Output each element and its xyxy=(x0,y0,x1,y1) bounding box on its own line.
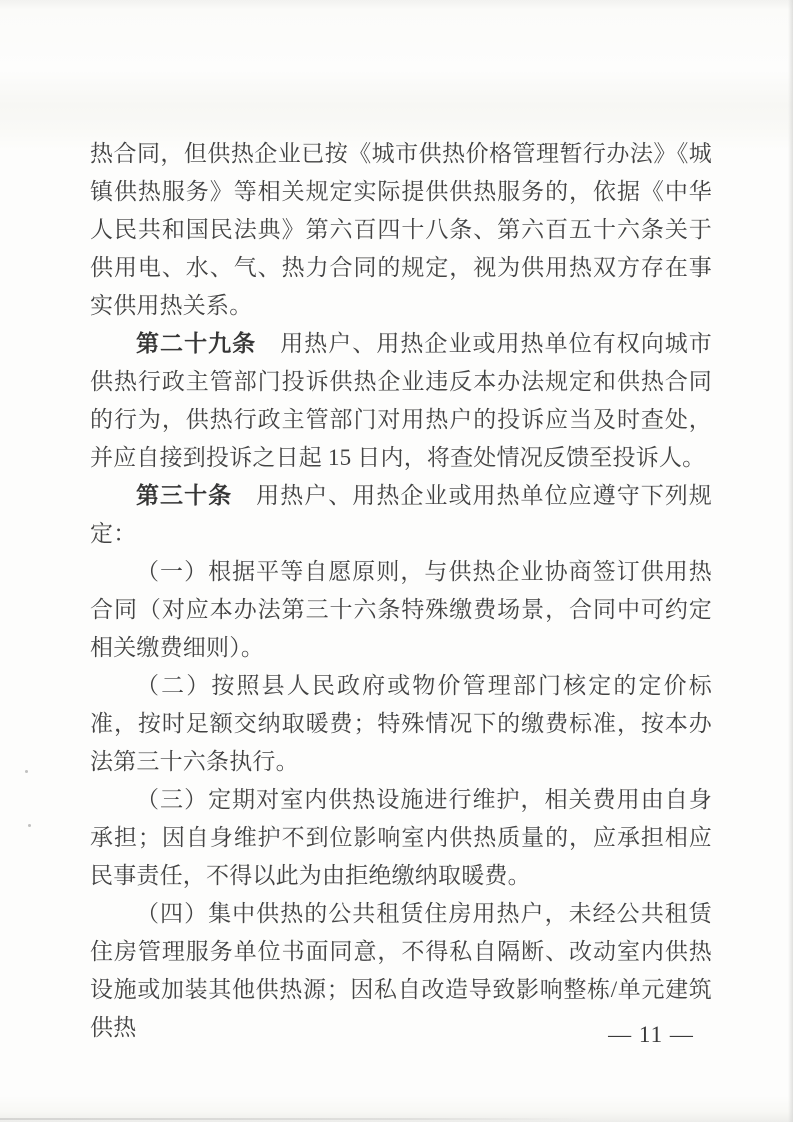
paragraph-text: 用热户、用热企业或用热单位有权向城市供热行政主管部门投诉供热企业违反本办法规定和供热合同的行为，供热行政主管部门对用热户的投诉应当及时查处，并应自接到投诉之日起 15 日内，将查处情况反馈至投诉人。 xyxy=(90,331,712,470)
scan-edge-shadow-bottom xyxy=(0,1118,587,1120)
paragraph-article-29 xyxy=(90,325,712,477)
article-heading: 第三十条 xyxy=(136,483,233,508)
scan-speck xyxy=(28,824,31,827)
article-heading: 第二十九条 xyxy=(136,331,257,356)
paragraph-item-1 xyxy=(90,553,712,667)
scan-speck xyxy=(25,770,28,773)
paragraph-text: 热合同，但供热企业已按《城市供热价格管理暂行办法》《城镇供热服务》等相关规定实际提供供热服务的，依据《中华人民共和国民法典》第六百四十八条、第六百五十六条关于供用电、水、气、热力合同的规定，视为供用热双方存在事实供用热关系。 xyxy=(90,141,712,318)
paragraph-text: （三）定期对室内供热设施进行维护，相关费用由自身承担；因自身维护不到位影响室内供热质量的，应承担相应民事责任，不得以此为由拒绝缴纳取暖费。 xyxy=(90,787,712,888)
document-body-text xyxy=(90,135,712,1047)
paragraph-text: （二）按照县人民政府或物价管理部门核定的定价标准，按时足额交纳取暖费；特殊情况下的缴费标准，按本办法第三十六条执行。 xyxy=(90,673,712,774)
paragraph-article-30 xyxy=(90,477,712,553)
paragraph-continuation xyxy=(90,135,712,325)
page-number: — 11 — xyxy=(608,1022,694,1047)
paragraph-text: （四）集中供热的公共租赁住房用热户，未经公共租赁住房管理服务单位书面同意，不得私自隔断、改动室内供热设施或加装其他供热源；因私自改造导致影响整栋/单元建筑供热 xyxy=(90,901,712,1040)
paragraph-text: （一）根据平等自愿原则，与供热企业协商签订供用热合同（对应本办法第三十六条特殊缴费场景，合同中可约定相关缴费细则）。 xyxy=(90,559,712,660)
scan-edge-shadow-right xyxy=(788,0,793,1122)
paragraph-item-2 xyxy=(90,667,712,781)
paragraph-text: 用热户、用热企业或用热单位应遵守下列规定： xyxy=(90,483,712,546)
paragraph-item-3 xyxy=(90,781,712,895)
